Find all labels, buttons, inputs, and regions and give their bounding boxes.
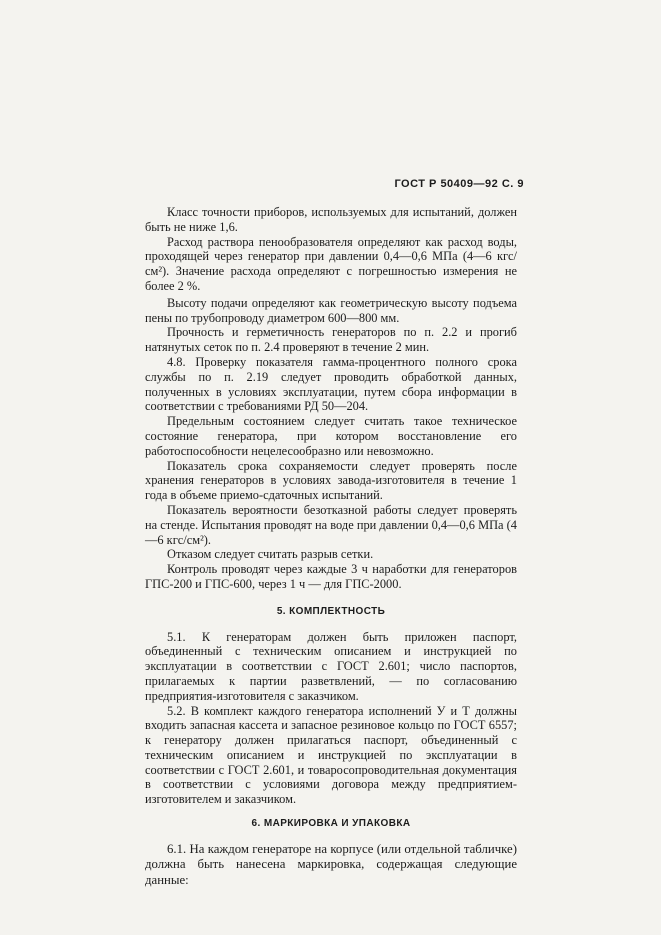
section-title: 5. КОМПЛЕКТНОСТЬ bbox=[276, 605, 386, 617]
section-completeness bbox=[145, 605, 517, 807]
paragraph: Показатель срока сохраняемости следует проверять после хранения генераторов в условиях завода-изготовителя в течение 1 года в объеме приемо-сдаточных испытаний. bbox=[145, 458, 517, 503]
paragraph: 4.8. Проверку показателя гамма-процентного полного срока службы по п. 2.19 следует проводить обработкой данных, полученных в условиях эксплуатации, путем сбора информации в соответствии с требованиями РД 50—204. bbox=[145, 354, 517, 414]
section-marking bbox=[145, 817, 517, 888]
paragraph: Контроль проводят через каждые 3 ч наработки для генераторов ГПС-200 и ГПС-600, через 1 ч — для ГПС-2000. bbox=[145, 562, 517, 591]
paragraph: Показатель вероятности безотказной работы следует проверять на стенде. Испытания проводят на воде при давлении 0,4—0,6 МПа (4—6 кгс/см²). bbox=[145, 502, 517, 547]
paragraph: 5.2. В комплект каждого генератора исполнений У и Т должны входить запасная кассета и запасное резиновое кольцо по ГОСТ 6557; к генератору должен прилагаться паспорт, объединенный с техническим описанием и инструкцией по эксплуатации в соответствии с ГОСТ 2.601, и товаросопроводительная документация в соответствии с условиями договора между предприятием-изготовителем и заказчиком. bbox=[145, 703, 517, 807]
page-header: ГОСТ Р 50409—92 С. 9 bbox=[394, 178, 524, 190]
paragraph: Предельным состоянием следует считать такое техническое состояние генератора, при котором восстановление его работоспособности нецелесообразно или невозможно. bbox=[145, 414, 517, 458]
paragraph: Отказом следует считать разрыв сетки. bbox=[167, 547, 374, 562]
paragraph: 5.1. К генераторам должен быть приложен паспорт, объединенный с техническим описанием и инструкцией по эксплуатации в соответствии с ГОСТ 2.601; число паспортов, прилагаемых к партии разветвлений, — по согласованию предприятия-изготовителя с заказчиком. bbox=[145, 629, 517, 703]
paragraph: 6.1. На каждом генераторе на корпусе (или отдельной табличке) должна быть нанесена маркировка, содержащая следующие данные: bbox=[145, 841, 517, 887]
paragraph: Прочность и герметичность генераторов по п. 2.2 и прогиб натянутых сеток по п. 2.4 проверяют в течение 2 мин. bbox=[145, 325, 517, 355]
paragraph: Высоту подачи определяют как геометрическую высоту подъема пены по трубопроводу диаметром 600—800 мм. bbox=[145, 295, 517, 325]
paragraph: Расход раствора пенообразователя определяют как расход воды, проходящей через генератор при давлении 0,4—0,6 МПа (4—6 кгс/см²). Значение расхода определяют с погрешностью измерения не более 2 %. bbox=[145, 234, 517, 293]
document-body bbox=[145, 205, 517, 888]
paragraph: Класс точности приборов, используемых для испытаний, должен быть не ниже 1,6. bbox=[145, 205, 517, 234]
section-title: 6. МАРКИРОВКА И УПАКОВКА bbox=[251, 818, 411, 830]
intro-section bbox=[145, 205, 517, 592]
